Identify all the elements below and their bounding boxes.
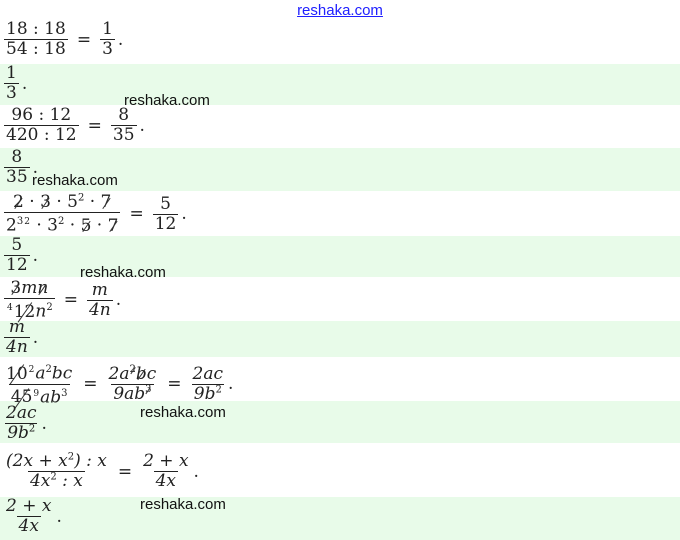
denominator: $4x^2$ : x — [29, 471, 83, 491]
fraction — [100, 20, 115, 59]
equation-5: $\frac{10^2a^2bc}{45^9ab^3}$ = $\frac{2a^2bc}{9ab^3}$ = $\frac{2ac}{9b^2}$ . — [2, 361, 233, 407]
denominator-text: 9b — [193, 383, 216, 404]
denominator: $2^{32} \cdot 3^2 \cdot 5 \cdot 7$ — [4, 212, 120, 236]
watermark-link[interactable]: reshaka.com — [297, 2, 383, 19]
numerator: 2ac — [192, 363, 224, 384]
answer-2: $\frac{8}{35}$ . — [6, 147, 39, 187]
numerator: 8 — [11, 147, 23, 167]
numerator: $2 \cdot 3 \cdot 5^2 \cdot 7$ — [13, 192, 112, 212]
denominator: 3 — [6, 83, 17, 103]
fraction — [141, 452, 190, 491]
answer-5: $\frac{2ac}{9b^2}$ . — [6, 403, 47, 443]
row-band — [0, 64, 680, 105]
fraction — [4, 20, 68, 59]
equals-sign: = — [87, 115, 102, 136]
answer-1: $\frac{1}{3}$ . — [6, 63, 28, 103]
numerator: 1 — [6, 63, 17, 83]
fraction — [4, 193, 120, 236]
fraction — [4, 148, 30, 187]
fraction — [4, 361, 74, 407]
denominator: $9ab^3$ — [113, 383, 152, 404]
numerator: 5 — [160, 193, 171, 214]
fraction — [4, 404, 38, 443]
fraction — [4, 106, 79, 145]
numerator: m — [91, 279, 108, 300]
equation-1: $\frac{18 : 18}{54 : 18}$ = $\frac{1}{3}$ . — [6, 19, 124, 59]
answer-4: $\frac{m}{4n}$ . — [6, 317, 39, 357]
fraction — [87, 281, 113, 320]
numerator: 3mn — [10, 278, 49, 298]
equals-sign: = — [129, 204, 144, 225]
numerator: 8 — [118, 105, 130, 125]
denominator: $9b^2$ — [193, 383, 222, 404]
denominator-text: 9b — [7, 423, 29, 443]
equation-3: $\frac{2 \cdot 3 \cdot 5^2 \cdot 7}{2^{32} \cdot 3^2 \cdot 5 \cdot 7}$ = $\frac{5}{12}$ . — [6, 192, 187, 236]
fraction — [4, 497, 53, 536]
answer-6: $\frac{2 + x}{4x}$ . — [6, 496, 62, 536]
equals-sign: = — [83, 374, 98, 395]
fraction — [4, 236, 30, 275]
fraction — [153, 195, 179, 234]
denominator: 12 — [6, 255, 28, 275]
watermark: reshaka.com — [32, 172, 118, 189]
denominator: 3 — [102, 39, 113, 59]
fraction — [4, 318, 30, 357]
watermark: reshaka.com — [124, 92, 210, 109]
numerator: 96 : 12 — [11, 105, 72, 125]
numerator: 2 + x — [6, 496, 52, 516]
numerator: 2 + x — [143, 451, 189, 471]
numerator-tail: ) : x — [74, 451, 107, 471]
equals-sign: = — [117, 461, 133, 482]
fraction — [107, 365, 159, 404]
denominator: $9b^2$ — [7, 423, 36, 443]
denominator-text: 4x — [29, 471, 51, 491]
answer-3: $\frac{5}{12}$ . — [6, 235, 39, 275]
numerator: 1 — [102, 19, 113, 39]
row-band — [0, 497, 680, 540]
denominator: 4n — [88, 299, 111, 320]
denominator-text: 9ab — [113, 383, 146, 404]
numerator-text: (2x + x — [6, 451, 68, 471]
denominator: 4n — [6, 337, 28, 357]
numerator: m — [8, 317, 25, 337]
denominator: 420 : 12 — [6, 125, 77, 145]
numerator: $(2x + x^2)$ : x — [6, 451, 107, 471]
fraction — [4, 279, 55, 322]
denominator: $45^9ab^3$ — [9, 384, 70, 408]
watermark: reshaka.com — [80, 264, 166, 281]
equation-6: $\frac{(2x + x^2) : x}{4x^2 : x}$ = $\frac{2 + x}{4x}$ . — [6, 451, 199, 491]
equals-sign: = — [63, 290, 78, 311]
numerator: $2a^2bc$ — [108, 363, 157, 384]
fraction — [4, 452, 109, 491]
denominator: 4x — [18, 516, 39, 536]
fraction — [191, 365, 225, 404]
fraction — [111, 106, 137, 145]
denominator-tail: : x — [56, 471, 83, 491]
equals-sign: = — [167, 374, 182, 395]
denominator: $^412n^2$ — [4, 298, 55, 322]
numerator-text: 2a — [108, 363, 130, 384]
watermark: reshaka.com — [140, 496, 226, 513]
numerator: $10^2a^2bc$ — [6, 363, 73, 384]
equals-sign: = — [76, 29, 92, 50]
numerator: 2ac — [6, 403, 37, 423]
equation-2: $\frac{96 : 12}{420 : 12}$ = $\frac{8}{35}$ . — [6, 105, 145, 145]
denominator: 35 — [6, 167, 28, 187]
numerator: 18 : 18 — [6, 19, 66, 39]
watermark: reshaka.com — [140, 404, 226, 421]
denominator: 4x — [155, 471, 177, 491]
denominator: 12 — [154, 213, 177, 234]
denominator: 54 : 18 — [6, 39, 66, 59]
denominator: 35 — [112, 125, 135, 145]
row-band — [0, 321, 680, 357]
equation-4: $\frac{3mn}{^412n^2}$ = $\frac{m}{4n}$ . — [2, 279, 121, 322]
numerator: 5 — [11, 235, 23, 255]
fraction — [4, 64, 19, 103]
